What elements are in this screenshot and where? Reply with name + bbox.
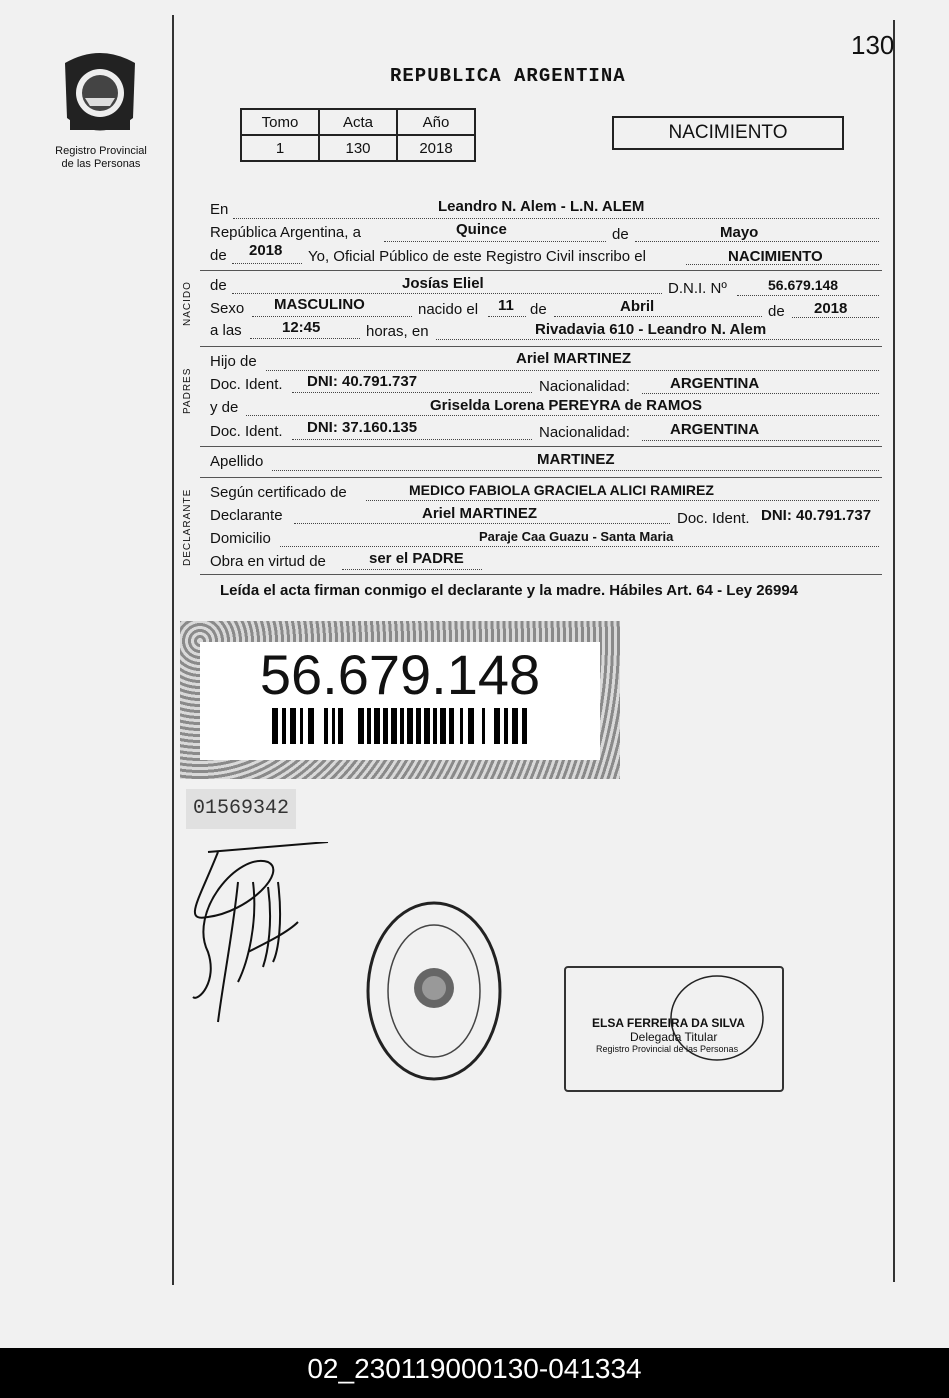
logo-caption-line1: Registro Provincial <box>55 145 147 157</box>
nacido-de2-label: de <box>530 301 547 318</box>
dotted-line <box>232 263 302 264</box>
yo-label: Yo, Oficial Público de este Registro Civil inscribo el <box>308 248 646 265</box>
officer-stamp <box>564 966 784 1092</box>
registry-seal-icon <box>362 896 507 1086</box>
misiones-seal-logo <box>55 48 145 143</box>
dotted-line <box>384 241 606 242</box>
dni-label: D.N.I. Nº <box>668 280 727 297</box>
section-divider <box>200 270 882 271</box>
padre-doc-label: Doc. Ident. <box>210 376 283 393</box>
dotted-line <box>737 295 879 296</box>
certificado-label: Según certificado de <box>210 484 347 501</box>
domicilio-label: Domicilio <box>210 530 271 547</box>
nacido-de-label: de <box>210 277 227 294</box>
dotted-line <box>635 241 879 242</box>
obra-value: ser el PADRE <box>369 550 464 567</box>
dotted-line <box>292 392 532 393</box>
y-de-label: y de <box>210 399 239 416</box>
header-tomo: Tomo <box>241 109 319 135</box>
year-value: 2018 <box>249 242 283 259</box>
dotted-line <box>792 317 879 318</box>
value-acta: 130 <box>319 135 397 161</box>
dotted-line <box>436 339 879 340</box>
logo-caption-line2: de las Personas <box>61 158 141 170</box>
logo-caption <box>40 145 162 171</box>
declarant-doc: DNI: 40.791.737 <box>761 507 872 524</box>
document-title: REPUBLICA ARGENTINA <box>390 65 626 87</box>
birth-time: 12:45 <box>282 319 321 336</box>
certificate-value: MEDICO FABIOLA GRACIELA ALICI RAMIREZ <box>409 482 714 498</box>
nacido-el-label: nacido el <box>418 301 479 318</box>
address-value: Paraje Caa Guazu - Santa Maria <box>479 529 674 544</box>
republica-label: República Argentina, a <box>210 224 361 241</box>
header-acta: Acta <box>319 109 397 135</box>
obra-label: Obra en virtud de <box>210 553 326 570</box>
dotted-line <box>642 393 879 394</box>
value-anio: 2018 <box>397 135 475 161</box>
section-label-nacido: NACIDO <box>182 281 193 326</box>
month-value: Mayo <box>720 224 759 241</box>
dotted-line <box>366 500 879 501</box>
child-name: Josías Eliel <box>402 275 484 292</box>
mother-doc: DNI: 37.160.135 <box>307 419 418 436</box>
dotted-line <box>232 293 662 294</box>
section-divider <box>200 574 882 575</box>
madre-doc-label: Doc. Ident. <box>210 423 283 440</box>
birth-month: Abril <box>620 298 655 315</box>
decl-doc-label: Doc. Ident. <box>677 510 750 527</box>
madre-nac-label: Nacionalidad: <box>539 424 630 441</box>
right-margin-line <box>893 20 895 1282</box>
section-divider <box>200 477 882 478</box>
header-anio: Año <box>397 109 475 135</box>
dotted-line <box>294 523 670 524</box>
officer-name: ELSA FERREIRA DA SILVA <box>592 1016 745 1030</box>
en-label: En <box>210 201 229 218</box>
record-type-box: NACIMIENTO <box>612 116 844 150</box>
birth-year: 2018 <box>814 300 848 317</box>
nacido-de3-label: de <box>768 303 785 320</box>
footer-code: 02_230119000130-041334 <box>0 1348 949 1398</box>
surname-value: MARTINEZ <box>537 451 615 468</box>
dotted-line <box>266 370 879 371</box>
father-nationality: ARGENTINA <box>670 375 760 392</box>
de-label: de <box>612 226 629 243</box>
barcode-icon <box>272 708 528 744</box>
section-label-declarante: DECLARANTE <box>182 488 193 566</box>
section-label-padres: PADRES <box>182 367 193 414</box>
father-name: Ariel MARTINEZ <box>516 350 632 367</box>
section-divider <box>200 346 882 347</box>
record-table <box>240 108 476 162</box>
de2-label: de <box>210 247 227 264</box>
father-doc: DNI: 40.791.737 <box>307 373 418 390</box>
dotted-line <box>554 316 762 317</box>
apellido-label: Apellido <box>210 453 264 470</box>
dotted-line <box>292 439 532 440</box>
dotted-line <box>252 316 412 317</box>
closing-statement: Leída el acta firman conmigo el declarante y la madre. Hábiles Art. 64 - Ley 26994 <box>220 582 799 599</box>
officer-role: Delegada Titular <box>630 1030 718 1044</box>
officer-office: Registro Provincial de las Personas <box>596 1044 739 1054</box>
dotted-line <box>233 218 879 219</box>
hijo-de-label: Hijo de <box>210 353 257 370</box>
padre-nac-label: Nacionalidad: <box>539 378 630 395</box>
dni-sticker-number: 56.679.148 <box>259 643 541 706</box>
declarante-label: Declarante <box>210 507 283 524</box>
mother-name: Griselda Lorena PEREYRA de RAMOS <box>430 397 703 414</box>
section-divider <box>200 446 882 447</box>
child-dni: 56.679.148 <box>768 277 839 293</box>
birth-place: Rivadavia 610 - Leandro N. Alem <box>535 321 767 338</box>
page-number: 130 <box>851 30 895 60</box>
day-value: Quince <box>456 221 507 238</box>
dotted-line <box>250 338 360 339</box>
serial-number: 01569342 <box>186 789 296 829</box>
value-tomo: 1 <box>241 135 319 161</box>
dotted-line <box>280 546 879 547</box>
mother-nationality: ARGENTINA <box>670 421 760 438</box>
horas-en-label: horas, en <box>366 323 429 340</box>
dotted-line <box>246 415 879 416</box>
dotted-line <box>272 470 879 471</box>
dotted-line <box>642 440 879 441</box>
sexo-label: Sexo <box>210 300 245 317</box>
declarant-name: Ariel MARTINEZ <box>422 505 538 522</box>
left-margin-line <box>172 15 174 1285</box>
sexo-value: MASCULINO <box>274 296 365 313</box>
inscribo-value: NACIMIENTO <box>728 248 823 265</box>
place-value: Leandro N. Alem - L.N. ALEM <box>438 198 645 215</box>
signature-icon <box>178 842 338 1032</box>
dotted-line <box>342 569 482 570</box>
alas-label: a las <box>210 322 242 339</box>
birth-day: 11 <box>498 297 514 314</box>
dotted-line <box>488 316 526 317</box>
